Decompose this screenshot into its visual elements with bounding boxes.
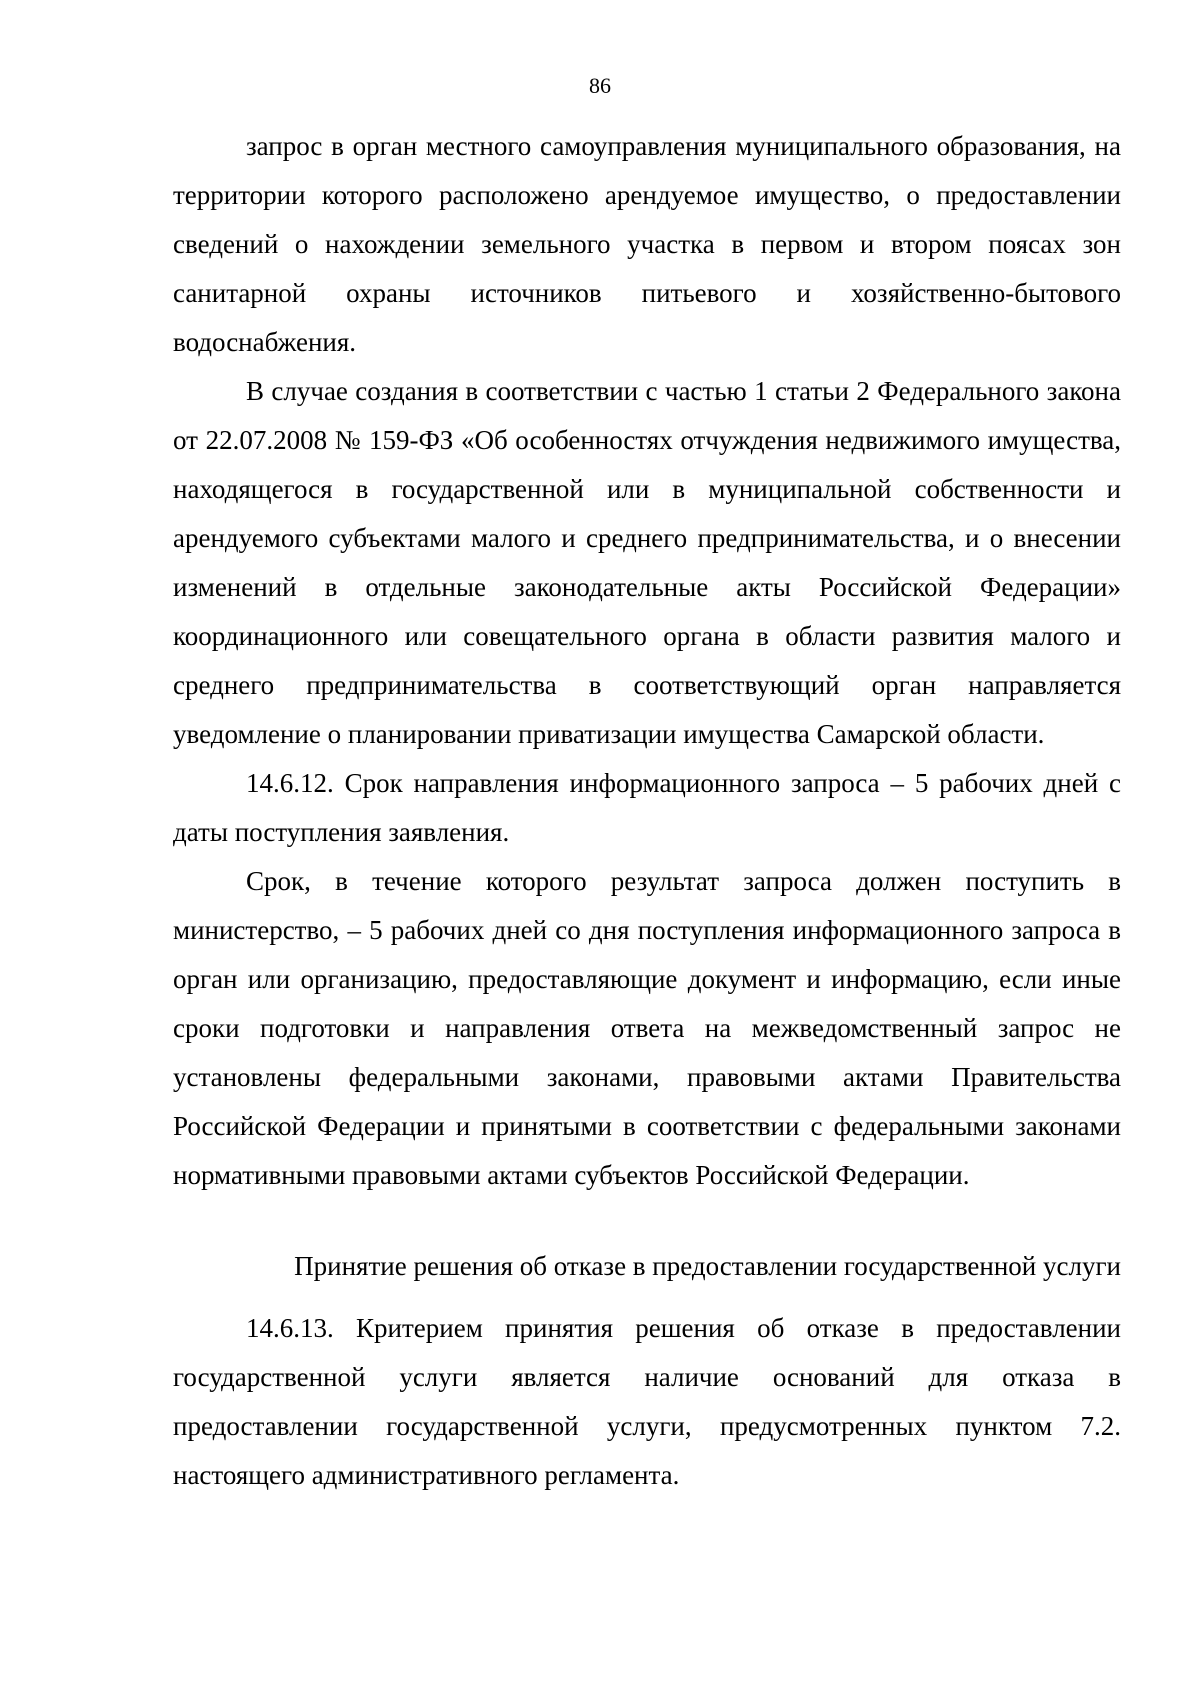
- paragraph: Срок, в течение которого результат запроса должен поступить в министерство, – 5 рабочих дней со дня поступления информационного запроса в орган или организацию, предоставляющие документ и информацию, если иные сроки подготовки и направления ответа на межведомственный запрос не установлены федеральными законами, правовыми актами Правительства Российской Федерации и принятыми в соответствии с федеральными законами нормативными правовыми актами субъектов Российской Федерации.: [173, 866, 1121, 1190]
- paragraph: 14.6.13. Критерием принятия решения об отказе в предоставлении государственной услуги является наличие оснований для отказа в предоставлении государственной услуги, предусмотренных пунктом 7.2. настоящего административного регламента.: [173, 1313, 1121, 1490]
- document-body: [173, 122, 1121, 1500]
- section-heading: Принятие решения об отказе в предоставлении государственной услуги: [294, 1251, 1121, 1281]
- paragraph: 14.6.12. Срок направления информационного запроса – 5 рабочих дней с даты поступления заявления.: [173, 768, 1121, 847]
- paragraph: В случае создания в соответствии с частью 1 статьи 2 Федерального закона от 22.07.2008 № 159-ФЗ «Об особенностях отчуждения недвижимого имущества, находящегося в государственной или в муниципальной собственности и арендуемого субъектами малого и среднего предпринимательства, и о внесении изменений в отдельные законодательные акты Российской Федерации» координационного или совещательного органа в области развития малого и среднего предпринимательства в соответствующий орган направляется уведомление о планировании приватизации имущества Самарской области.: [173, 376, 1121, 749]
- page-number: 86: [589, 73, 611, 98]
- paragraph: запрос в орган местного самоуправления муниципального образования, на территории которого расположено арендуемое имущество, о предоставлении сведений о нахождении земельного участка в первом и втором поясах зон санитарной охраны источников питьевого и хозяйственно-бытового водоснабжения.: [173, 131, 1121, 357]
